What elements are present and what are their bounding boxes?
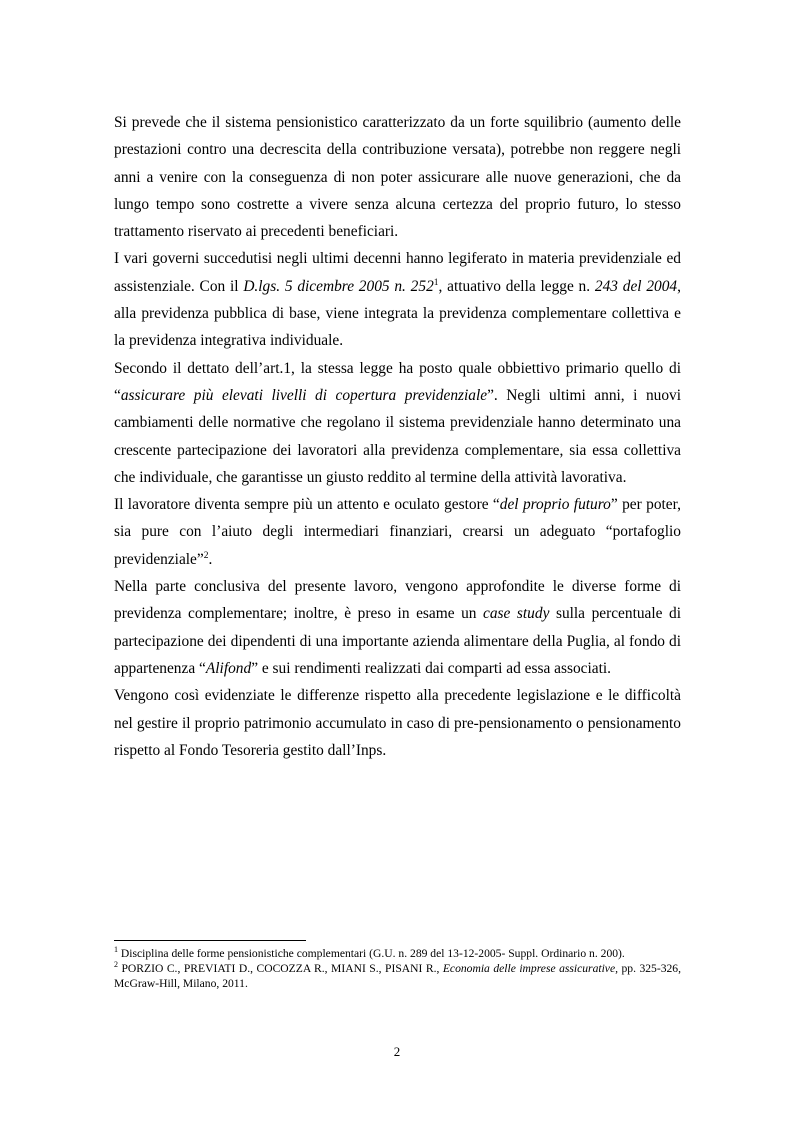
paragraph-text: ” e sui rendimenti realizzati dai comparti ad essa associati. xyxy=(251,659,612,677)
paragraph-text: ” per poter, sia pure con l’aiuto degli intermediari finanziari, crearsi un adeguato “portafoglio previdenziale” xyxy=(114,496,681,568)
paragraph-text: ”. Negli ultimi anni, i nuovi cambiamenti delle normative che regolano il sistema previdenziale hanno determinato una crescente partecipazione dei lavoratori alla previdenza complementare, sia essa collettiva che individuale, che garantisse un giusto reddito al termine della attività lavorativa. xyxy=(114,386,681,486)
footnote-1 xyxy=(114,946,681,961)
emphasis-text: case study xyxy=(483,605,550,623)
footnotes xyxy=(114,946,681,991)
paragraph-text: , alla previdenza pubblica di base, viene integrata la previdenza complementare collettiva e la previdenza integrativa individuale. xyxy=(114,277,681,350)
quoted-text: assicurare più elevati livelli di copertura previdenziale xyxy=(120,386,488,404)
paragraph-text: . xyxy=(208,550,213,568)
law-reference: 243 del 2004 xyxy=(594,277,678,295)
paragraph-text: , attuativo della legge n. xyxy=(438,277,595,295)
body-text xyxy=(114,109,681,764)
paragraph-text: Il lavoratore diventa sempre più un attento e oculato gestore “ xyxy=(114,496,500,514)
footnote-ref-1: 1 xyxy=(433,277,439,288)
page-number: 2 xyxy=(393,1044,401,1059)
paragraph-text: Si prevede che il sistema pensionistico caratterizzato da un forte squilibrio (aumento delle prestazioni contro una decrescita della contribuzione versata), potrebbe non reggere negli anni a venire con la conseguenza di non poter assicurare alle nuove generazioni, che da lungo tempo sono costrette a vivere senza alcuna certezza del proprio futuro, lo stesso trattamento riservato ai precedenti beneficiari. xyxy=(114,114,681,241)
footnote-separator xyxy=(114,940,306,941)
paragraph-text: Secondo il dettato dell’art.1, la stessa legge ha posto quale obbiettivo primario quello di “ xyxy=(114,359,681,404)
fund-name: Alifond xyxy=(205,659,252,677)
paragraph-text: Vengono così evidenziate le differenze rispetto alla precedente legislazione e le difficoltà nel gestire il proprio patrimonio accumulato in caso di pre-pensionamento o pensionamento rispetto al Fondo Tesoreria gestito dall’Inps. xyxy=(114,687,681,759)
paragraph-6 xyxy=(114,682,681,764)
footnote-number: 2 xyxy=(114,960,118,970)
footnote-ref-2: 2 xyxy=(203,550,209,561)
footnote-text: pp. 325-326, McGraw-Hill, Milano, 2011. xyxy=(114,962,681,990)
footnote-2 xyxy=(114,961,681,991)
law-reference: D.lgs. 5 dicembre 2005 n. 252 xyxy=(243,277,434,295)
paragraph-text: Nella parte conclusiva del presente lavoro, vengono approfondite le diverse forme di previdenza complementare; inoltre, è preso in esame un xyxy=(114,578,681,623)
paragraph-5 xyxy=(114,573,681,682)
paragraph-text: sulla percentuale di partecipazione dei dipendenti di una importante azienda alimentare della Puglia, al fondo di appartenenza “ xyxy=(114,605,681,677)
paragraph-1 xyxy=(114,109,681,245)
paragraph-3 xyxy=(114,355,681,491)
paragraph-2 xyxy=(114,245,681,354)
paragraph-4 xyxy=(114,491,681,573)
footnote-text: PORZIO C., PREVIATI D., COCOZZA R., MIANI S., PISANI R., xyxy=(118,962,443,975)
paragraph-text: I vari governi succedutisi negli ultimi decenni hanno legiferato in materia previdenziale ed assistenziale. Con il xyxy=(114,250,681,295)
quoted-text: del proprio futuro xyxy=(499,496,611,514)
book-title: Economia delle imprese assicurative, xyxy=(442,962,619,975)
footnote-text: Disciplina delle forme pensionistiche complementari (G.U. n. 289 del 13-12-2005- Suppl. Ordinario n. 200). xyxy=(118,947,625,960)
footnote-number: 1 xyxy=(114,945,118,955)
